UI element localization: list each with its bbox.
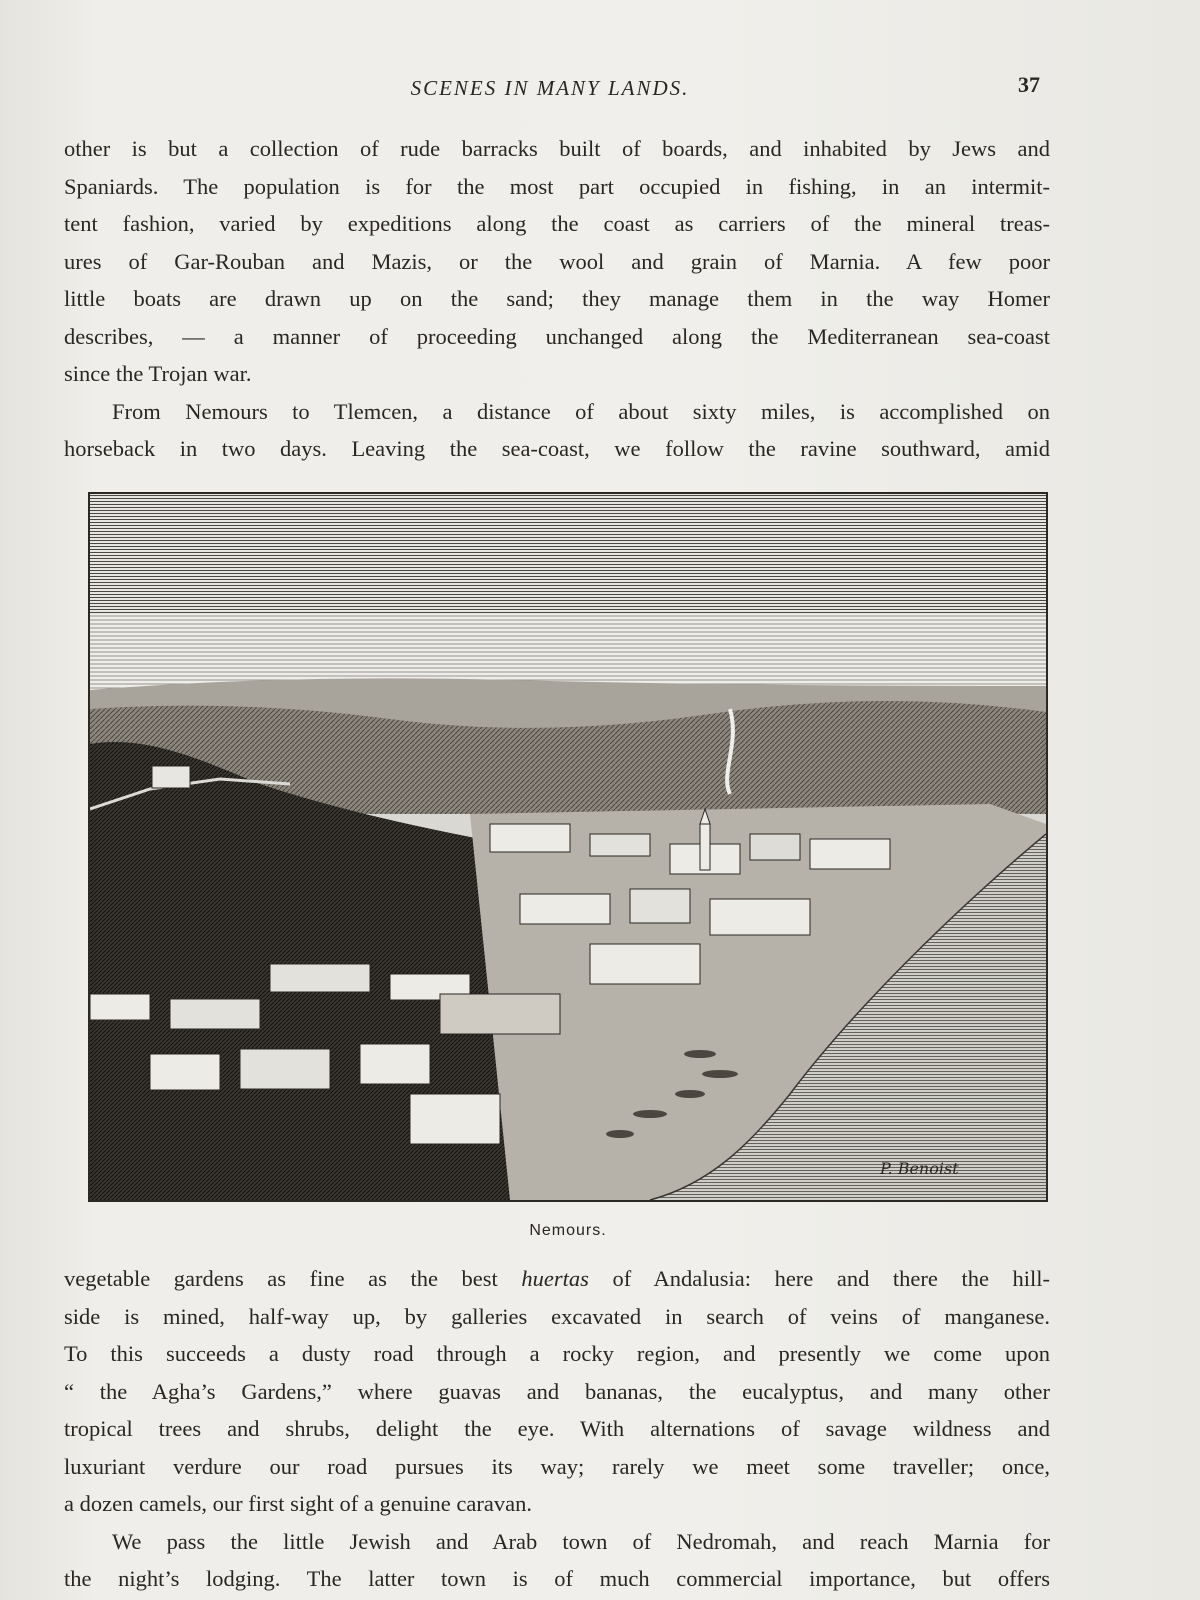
text-line: little boats are drawn up on the sand; they manage them in the way Homer	[64, 286, 1050, 311]
text-line: Spaniards. The population is for the most part occupied in fishing, in an intermit-	[64, 173, 1050, 199]
text-line: since the Trojan war.	[64, 361, 252, 386]
running-head	[60, 72, 1040, 108]
engraving-illustration	[90, 494, 1046, 1200]
text-line: horseback in two days. Leaving the sea-coast, we follow the ravine southward, amid	[64, 436, 1050, 461]
text-line: From Nemours to Tlemcen, a distance of about sixty miles, is accomplished on	[112, 398, 1050, 424]
text-line: the night’s lodging. The latter town is of much commercial importance, but offers	[64, 1566, 1050, 1591]
bottom-text-block	[64, 1260, 1050, 1598]
text-line: tent fashion, varied by expeditions along the coast as carriers of the mineral treas-	[64, 211, 1050, 236]
engraver-signature: P. Benoist	[880, 1159, 959, 1178]
text-line: ures of Gar-Rouban and Mazis, or the wool and grain of Marnia. A few poor	[64, 248, 1050, 274]
text-line: luxuriant verdure our road pursues its way; rarely we meet some traveller; once,	[64, 1453, 1050, 1479]
text-line: side is mined, half-way up, by galleries excavated in search of veins of manganese.	[64, 1303, 1050, 1329]
top-text-block	[64, 130, 1050, 468]
text-line: a dozen camels, our first sight of a genuine caravan.	[64, 1491, 532, 1516]
figure-caption: Nemours.	[529, 1222, 607, 1239]
text-line: To this succeeds a dusty road through a rocky region, and presently we come upon	[64, 1341, 1050, 1366]
text-line: We pass the little Jewish and Arab town of Nedromah, and reach Marnia for	[112, 1528, 1050, 1554]
engraving-nemours	[88, 492, 1048, 1202]
text-line: tropical trees and shrubs, delight the eye. With alternations of savage wildness and	[64, 1416, 1050, 1441]
running-title: SCENES IN MANY LANDS.	[410, 76, 690, 100]
text-line: “ the Agha’s Gardens,” where guavas and bananas, the eucalyptus, and many other	[64, 1378, 1050, 1404]
text-line	[64, 1260, 1050, 1298]
text-line: other is but a collection of rude barracks built of boards, and inhabited by Jews and	[64, 136, 1050, 161]
text-line: describes, — a manner of proceeding unchanged along the Mediterranean sea-coast	[64, 323, 1050, 349]
page-number: 37	[1018, 72, 1040, 97]
italic-word: huertas	[521, 1266, 589, 1291]
hilltop-fort	[152, 766, 190, 788]
text-fragment: of Andalusia: here and there the hill-	[588, 1266, 1051, 1291]
text-fragment: vegetable gardens as fine as the best	[64, 1266, 522, 1291]
